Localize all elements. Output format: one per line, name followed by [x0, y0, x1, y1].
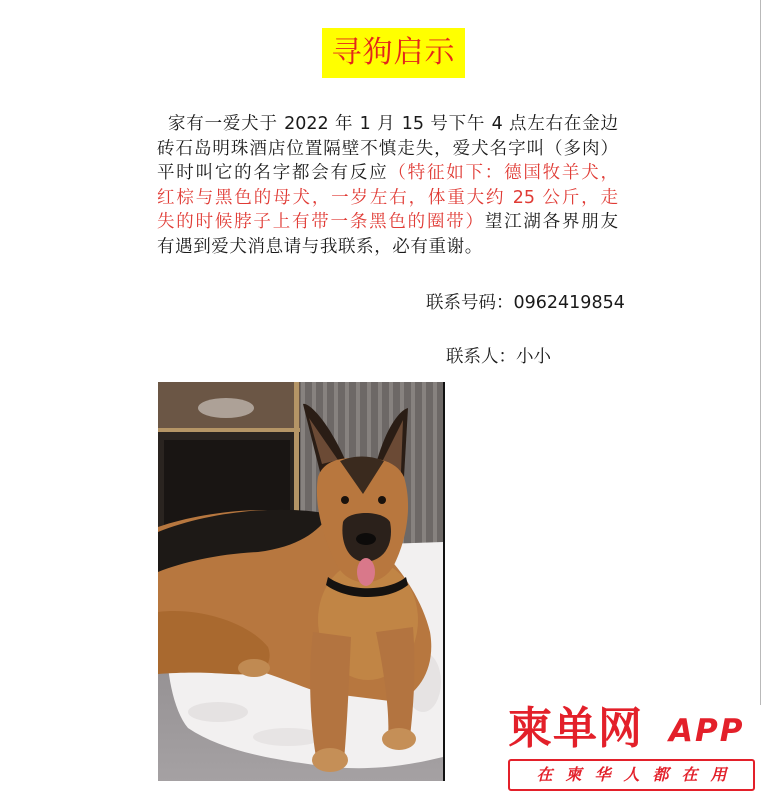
notice-text: 有遇到爱犬消息请与我联系，必有重谢。 [157, 236, 483, 257]
dog-photo [158, 382, 445, 781]
notice-text: 砖石岛明珠酒店位置隔壁不慎走失，爱犬名字叫（多肉） [157, 138, 618, 159]
contact-phone-number: 0962419854 [513, 293, 625, 313]
notice-title: 寻狗启示 [322, 28, 465, 78]
contact-person-name: 小小 [516, 347, 551, 367]
dog-features-text: （特征如下：德国牧羊犬， [388, 163, 618, 184]
notice-line [157, 161, 618, 186]
notice-text: 平时叫它的名字都会有反应 [157, 163, 389, 184]
dog-features-text: 红棕与黑色的母犬，一岁左右，体重大约 25 公斤，走 [157, 187, 618, 208]
notice-line [157, 112, 618, 137]
dog-photo-illustration [158, 382, 443, 781]
notice-body [157, 112, 618, 260]
contact-person [446, 345, 551, 369]
app-logo-watermark [506, 703, 756, 791]
contact-phone [426, 291, 625, 315]
notice-text: 望江湖各界朋友 [484, 212, 618, 233]
logo-app-suffix: APP [669, 713, 745, 749]
contact-person-label: 联系人： [446, 347, 516, 367]
notice-text: 家有一爱犬于 2022 年 1 月 15 号下午 4 点左右在金边 [168, 114, 618, 134]
contact-phone-label: 联系号码： [426, 293, 514, 313]
notice-line [157, 137, 618, 162]
dog-features-text: 失的时候脖子上有带一条黑色的圈带） [157, 212, 485, 233]
logo-name: 柬单网 [508, 703, 643, 754]
notice-line [157, 210, 618, 235]
notice-line [157, 186, 618, 211]
page-edge-line [760, 0, 761, 705]
logo-slogan: 在柬华人都在用 [508, 759, 755, 791]
notice-line [157, 235, 618, 260]
